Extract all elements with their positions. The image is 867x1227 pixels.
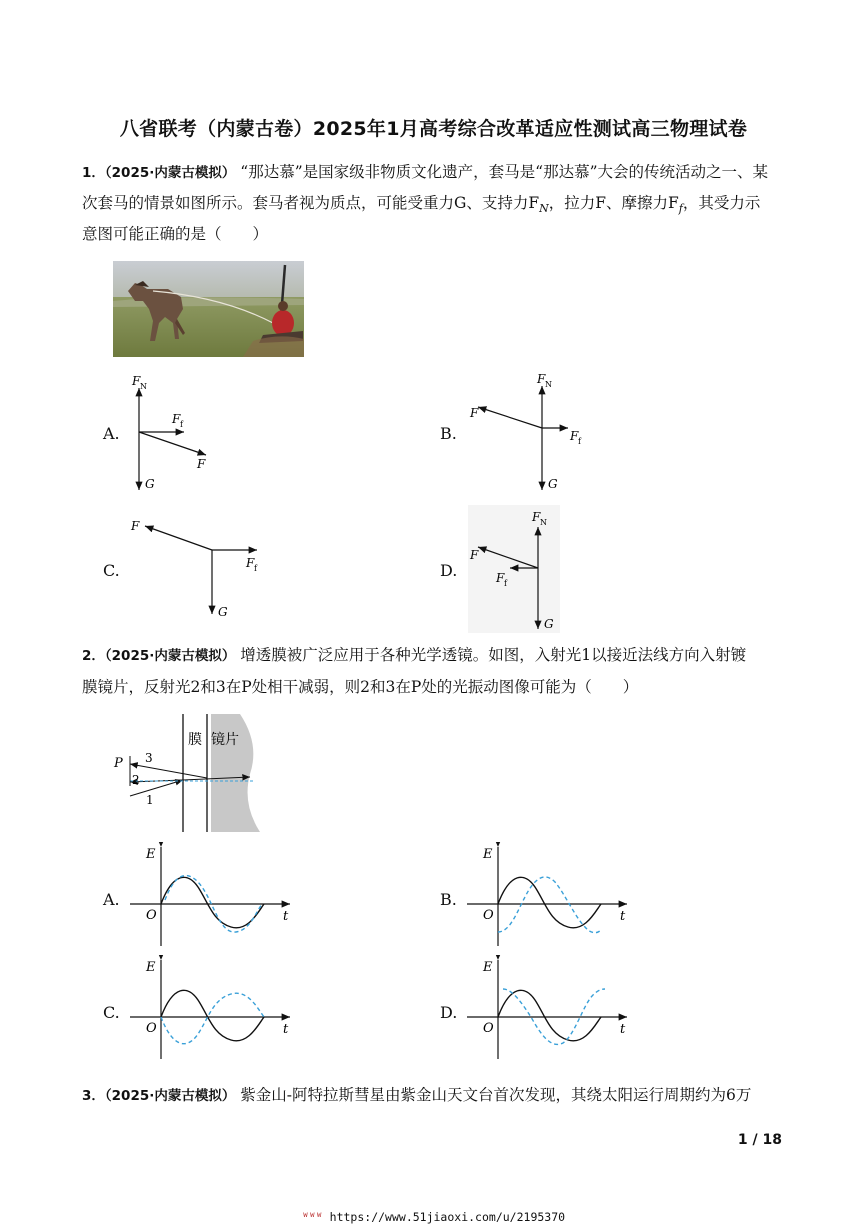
svg-text:O: O <box>146 908 157 923</box>
q1-option-c-label: C. <box>103 561 120 580</box>
q1-option-d-diagram <box>462 505 572 633</box>
svg-text:f: f <box>578 437 581 446</box>
q2-option-c-label: C. <box>103 1003 120 1022</box>
svg-text:t: t <box>620 909 626 924</box>
svg-text:3: 3 <box>145 751 153 765</box>
q2-option-a-label: A. <box>103 890 120 909</box>
svg-text:F: F <box>470 406 479 420</box>
q2-graph-b <box>465 842 635 950</box>
svg-text:F: F <box>131 519 140 533</box>
label-fn: F <box>132 374 141 388</box>
svg-text:G: G <box>218 605 228 619</box>
q1-source: （2025·内蒙古模拟） <box>104 165 236 181</box>
q1-line1 <box>82 157 782 189</box>
q2-graph-d <box>465 955 635 1063</box>
label-g: G <box>145 477 155 491</box>
svg-text:N: N <box>540 518 547 527</box>
q1-line3: 意图可能正确的是（ ） <box>82 225 269 243</box>
label-p: P <box>114 756 123 771</box>
svg-text:f: f <box>504 579 507 588</box>
svg-text:G: G <box>544 617 554 631</box>
label-f: F <box>197 457 206 471</box>
svg-text:F: F <box>246 556 255 570</box>
svg-text:E: E <box>146 960 156 975</box>
footer-url[interactable]: ᵂᵂᵂ https://www.51jiaoxi.com/u/2195370 <box>301 1210 566 1224</box>
svg-text:O: O <box>483 1021 494 1036</box>
q1-text-1: “那达慕”是国家级非物质文化遗产，套马是“那达慕”大会的传统活动之一、某 <box>240 163 768 181</box>
svg-text:t: t <box>283 1022 289 1037</box>
q3-source: （2025·内蒙古模拟） <box>104 1088 236 1104</box>
q3-text-1: 紫金山-阿特拉斯彗星由紫金山天文台首次发现，其绕太阳运行周期约为6万 <box>240 1086 752 1104</box>
svg-text:E: E <box>146 847 156 862</box>
q2-option-b-label: B. <box>440 890 457 909</box>
q2-source: （2025·内蒙古模拟） <box>104 648 236 664</box>
label-ff: F <box>172 412 181 426</box>
q2-graph-a <box>128 842 298 950</box>
q1-number: 1． <box>82 165 105 181</box>
svg-text:O: O <box>483 908 494 923</box>
q2-number: 2． <box>82 648 105 664</box>
svg-text:F: F <box>496 571 505 585</box>
page-title: 八省联考（内蒙古卷）2025年1月高考综合改革适应性测试高三物理试卷 <box>119 118 748 140</box>
q2-film-diagram <box>110 714 260 834</box>
label-film: 膜 <box>188 732 202 748</box>
q1-option-a-diagram <box>120 370 230 495</box>
q1-option-c-diagram <box>125 510 270 625</box>
q2-line1 <box>82 640 782 672</box>
svg-text:t: t <box>283 909 289 924</box>
page-number: 1 / 18 <box>737 1132 782 1148</box>
svg-text:f: f <box>180 420 183 429</box>
svg-text:1: 1 <box>146 793 154 807</box>
svg-text:E: E <box>483 960 493 975</box>
q1-line2: 次套马的情景如图所示。套马者视为质点，可能受重力G、支持力$F_N$，拉力F、摩擦力$F_f$，其受力示 <box>82 194 761 216</box>
svg-text:E: E <box>483 847 493 862</box>
svg-text:N: N <box>545 380 552 389</box>
svg-text:G: G <box>548 477 558 491</box>
q2-line2: 膜镜片，反射光2和3在P处相干减弱，则2和3在P处的光振动图像可能为（ ） <box>82 678 639 696</box>
q2-graph-c <box>128 955 298 1063</box>
q3-number: 3． <box>82 1088 105 1104</box>
q2-text-1: 增透膜被广泛应用于各种光学透镜。如图，入射光1以接近法线方向入射镀 <box>240 646 747 664</box>
svg-text:2: 2 <box>132 773 140 787</box>
label-lens: 镜片 <box>211 732 239 748</box>
q1-option-d-label: D. <box>440 561 458 580</box>
horse-lasso-photo <box>113 261 304 357</box>
svg-text:F: F <box>570 429 579 443</box>
q1-option-b-diagram <box>462 370 582 495</box>
q3-line1 <box>82 1080 782 1112</box>
svg-text:N: N <box>140 382 147 391</box>
q1-option-b-label: B. <box>440 424 457 443</box>
svg-text:F: F <box>537 372 546 386</box>
svg-text:F: F <box>532 510 541 524</box>
svg-text:F: F <box>470 548 479 562</box>
svg-text:O: O <box>146 1021 157 1036</box>
q1-option-a-label: A. <box>103 424 120 443</box>
svg-text:f: f <box>254 564 257 573</box>
q2-option-d-label: D. <box>440 1003 458 1022</box>
svg-text:t: t <box>620 1022 626 1037</box>
